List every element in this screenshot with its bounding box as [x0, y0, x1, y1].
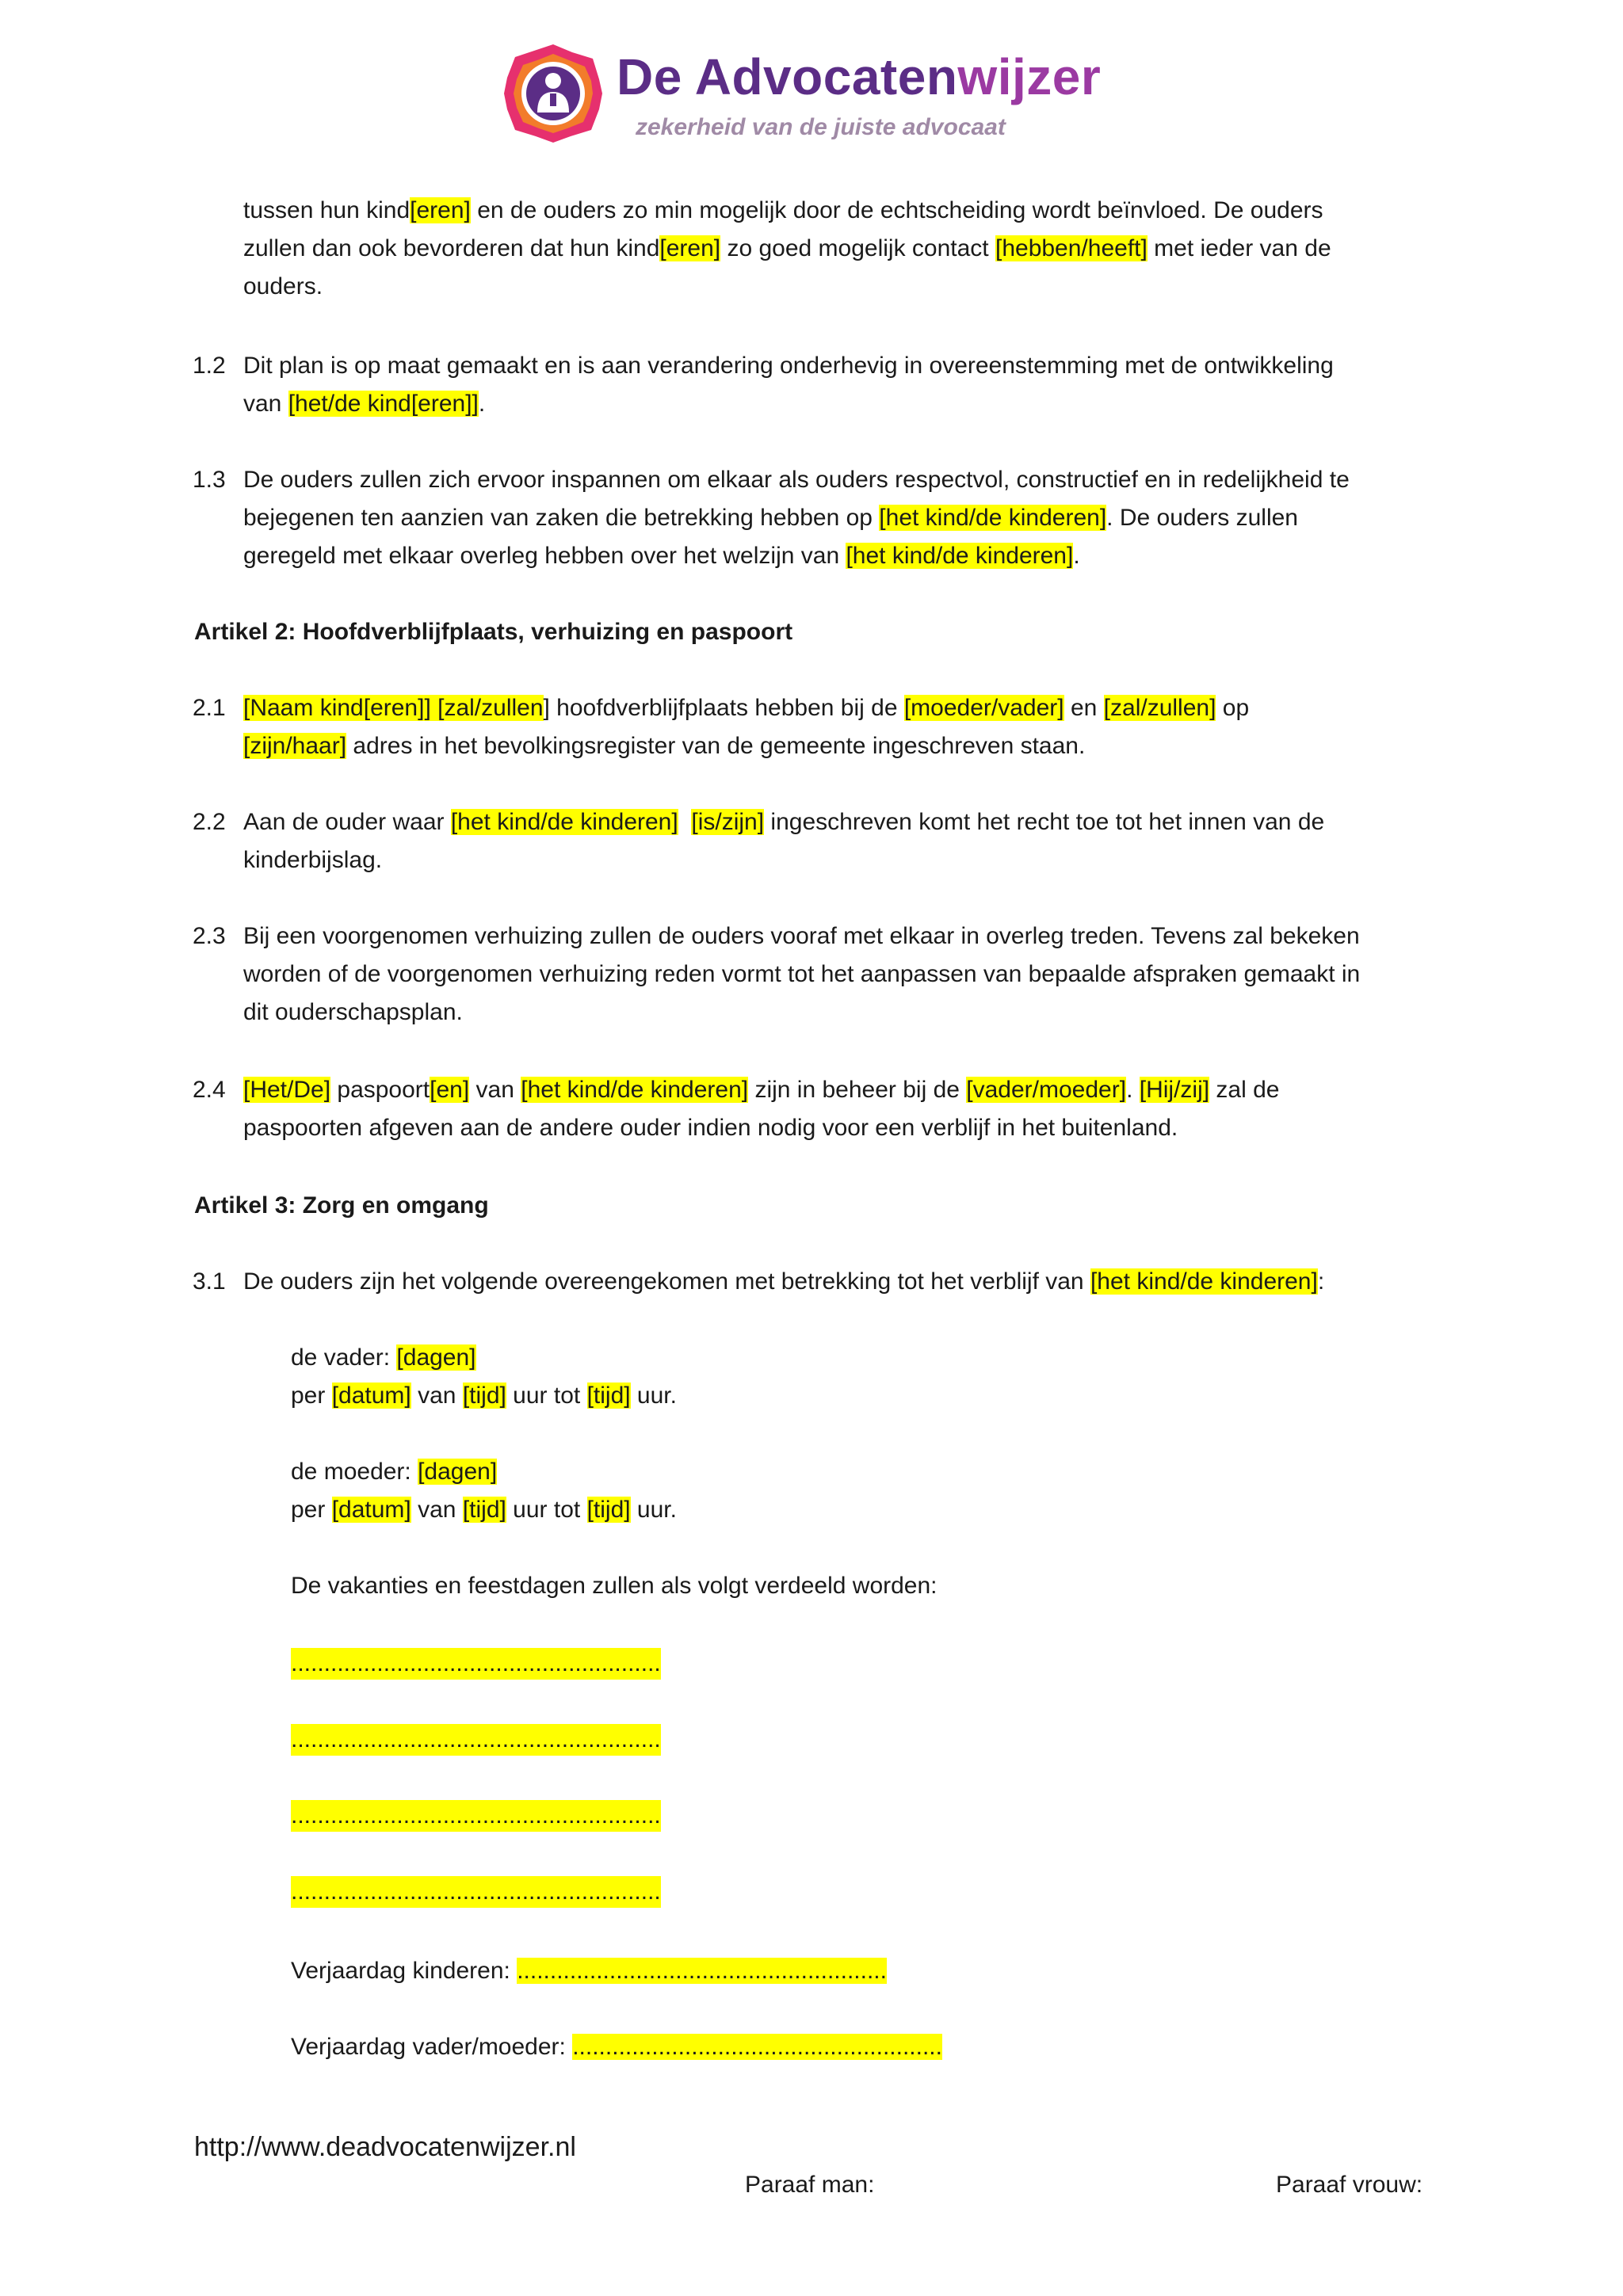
section-2-4: [Het/De] paspoort[en] van [het kind/de kinderen] zijn in beheer bij de [vader/moeder]. [Hij/zij] zal de paspoorten afgeven aan de andere ouder indien nodig voor een verblijf in het buitenland. — [243, 1077, 1280, 1141]
logo-title: De Advocatenwijzer — [617, 48, 1102, 105]
section-2-1: [Naam kind[eren]] [zal/zullen] hoofdverblijfplaats hebben bij de [moeder/vader] en [zal/zullen] op [zijn/haar] adres in het bevolkingsregister van de gemeente ingeschreven staan. — [243, 695, 1250, 759]
intro-paragraph: tussen hun kind[eren] en de ouders zo min mogelijk door de echtscheiding wordt beïnvloed. De ouders zullen dan ook bevorderen dat hun kind[eren] zo goed mogelijk contact [hebben/heeft] met ieder van de ouders. — [243, 197, 1331, 299]
section-number-3-1: 3.1 — [193, 1268, 226, 1295]
vakantie-blank-2[interactable]: ........................................................ — [291, 1724, 661, 1756]
verjaardag-ouders-blank[interactable]: ........................................................ — [572, 2034, 942, 2060]
verjaardag-kinderen-blank[interactable]: ........................................................ — [517, 1958, 887, 1984]
moeder-days-line: de moeder: [dagen] — [291, 1459, 498, 1485]
article-2-heading: Artikel 2: Hoofdverblijfplaats, verhuizing en paspoort — [194, 619, 793, 645]
verjaardag-kinderen-line: Verjaardag kinderen: ........................................................ — [291, 1958, 887, 1984]
section-1-3: De ouders zullen zich ervoor inspannen om elkaar als ouders respectvol, constructief en in redelijkheid te bejegenen ten aanzien van zaken die betrekking hebben op [het kind/de kinderen]. De ouders zullen geregeld met elkaar overleg hebben over het welzijn van [het kind/de kinderen]. — [243, 467, 1350, 569]
section-number-2-2: 2.2 — [193, 809, 226, 835]
section-number-2-1: 2.1 — [193, 695, 226, 721]
lawyer-badge-icon — [501, 41, 605, 146]
vakanties-text: De vakanties en feestdagen zullen als volgt verdeeld worden: — [291, 1573, 938, 1599]
logo-tagline: zekerheid van de juiste advocaat — [636, 114, 1006, 140]
section-2-3: Bij een voorgenomen verhuizing zullen de ouders vooraf met elkaar in overleg treden. Tevens zal bekeken worden of de voorgenomen verhuizing reden vormt tot het aanpassen van bepaalde afspraken gemaakt in dit ouderschapsplan. — [243, 923, 1361, 1025]
moeder-time-line: per [datum] van [tijd] uur tot [tijd] uur. — [291, 1497, 677, 1523]
paraaf-man: Paraaf man: — [745, 2172, 875, 2198]
section-number-1-3: 1.3 — [193, 467, 226, 493]
logo — [501, 41, 1135, 152]
vader-time-line: per [datum] van [tijd] uur tot [tijd] uur. — [291, 1383, 677, 1409]
vader-days-line: de vader: [dagen] — [291, 1344, 476, 1371]
section-number-2-3: 2.3 — [193, 923, 226, 949]
article-3-heading: Artikel 3: Zorg en omgang — [194, 1192, 489, 1219]
paraaf-vrouw: Paraaf vrouw: — [1276, 2172, 1423, 2198]
verjaardag-ouders-line: Verjaardag vader/moeder: ........................................................ — [291, 2034, 942, 2060]
section-number-2-4: 2.4 — [193, 1077, 226, 1103]
footer-url[interactable]: http://www.deadvocatenwijzer.nl — [194, 2132, 576, 2162]
section-3-1: De ouders zijn het volgende overeengekomen met betrekking tot het verblijf van [het kind/de kinderen]: — [243, 1268, 1325, 1295]
vakantie-blank-1[interactable]: ........................................................ — [291, 1648, 661, 1680]
section-2-2: Aan de ouder waar [het kind/de kinderen] [is/zijn] ingeschreven komt het recht toe tot het innen van de kinderbijslag. — [243, 809, 1325, 873]
section-1-2: Dit plan is op maat gemaakt en is aan verandering onderhevig in overeenstemming met de ontwikkeling van [het/de kind[eren]]. — [243, 353, 1334, 417]
vakantie-blank-3[interactable]: ........................................................ — [291, 1800, 661, 1832]
section-number-1-2: 1.2 — [193, 353, 226, 379]
vakantie-blank-4[interactable]: ........................................................ — [291, 1876, 661, 1908]
